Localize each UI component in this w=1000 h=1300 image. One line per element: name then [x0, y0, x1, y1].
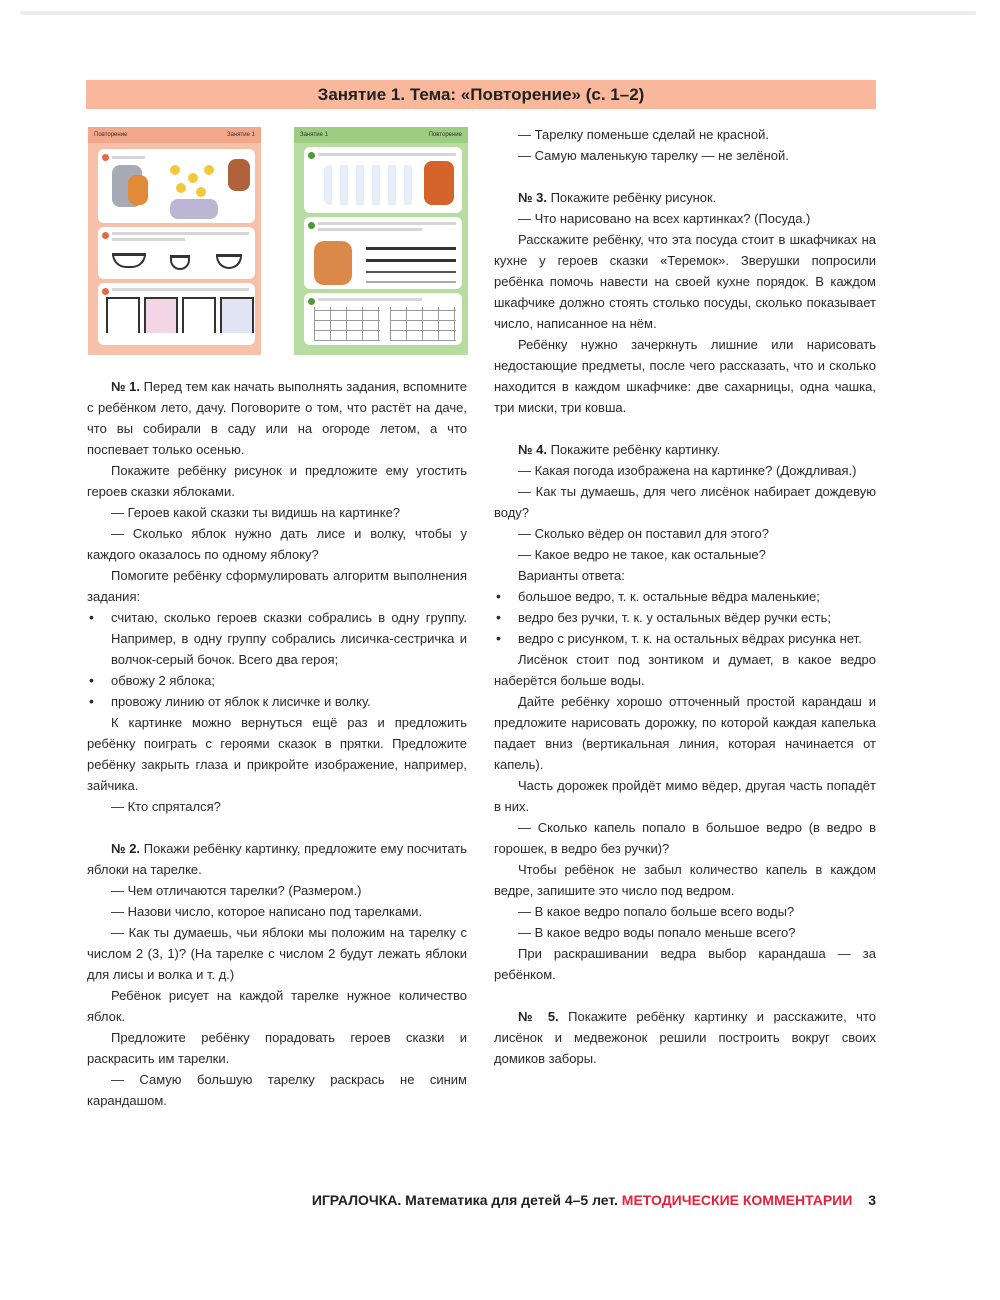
fox-illustration	[128, 175, 148, 205]
paragraph: Лисёнок стоит под зонтиком и думает, в какое ведро наберётся больше воды.	[494, 652, 876, 688]
workbook-page-thumbnail-2	[294, 127, 468, 355]
fence-line	[366, 247, 456, 250]
task-1-intro	[87, 376, 467, 460]
text-placeholder	[318, 153, 456, 156]
text-placeholder	[112, 288, 249, 291]
question: — Как ты думаешь, чьи яблоки мы положим на тарелку с числом 2 (3, 1)? (На тарелке с числом 2 будут лежать яблоки для лисы и волка и т. д.)	[87, 925, 467, 982]
rain-buckets-illustration	[324, 165, 414, 205]
exercise-number-icon	[102, 232, 109, 239]
paragraph: Варианты ответа:	[518, 568, 625, 583]
text-placeholder	[318, 222, 456, 225]
animals-group-illustration	[170, 199, 218, 219]
cupboard-icon	[182, 297, 216, 333]
page-footer	[86, 1192, 876, 1208]
task-1-number: № 1.	[111, 379, 140, 394]
task-5-number: № 5.	[518, 1009, 559, 1024]
plate-small-icon	[170, 255, 190, 270]
top-divider	[20, 11, 976, 15]
left-text-column	[87, 376, 467, 1111]
fence-line	[366, 271, 456, 273]
list-item: • провожу линию от яблок к лисичке и волку.	[87, 691, 467, 712]
task-3-intro	[494, 187, 876, 208]
paragraph: Предложите ребёнку порадовать героев сказки и раскрасить им тарелки.	[87, 1030, 467, 1066]
question: — Как ты думаешь, для чего лисёнок набирает дождевую воду?	[494, 484, 876, 520]
footer-section-title: МЕТОДИЧЕСКИЕ КОММЕНТАРИИ	[621, 1192, 853, 1208]
thumbnail-header-left: Повторение	[94, 132, 128, 138]
question: — Кто спрятался?	[111, 799, 221, 814]
question: — В какое ведро воды попало меньше всего?	[518, 925, 796, 940]
paragraph-text: Покажите ребёнку рисунок.	[550, 190, 717, 205]
exercise-number-icon	[102, 154, 109, 161]
question: — Тарелку поменьше сделай не красной.	[518, 127, 769, 142]
paragraph: Расскажите ребёнку, что эта посуда стоит в шкафчиках на кухне у героев сказки «Теремок». Зверушки попросили ребёнка помочь навести на своей кухне порядок. В каждом шкафчике должно стоять столько посуды, сколько показывает число, написанное на нём.	[494, 232, 876, 331]
exercise-box-3	[98, 283, 255, 345]
text-placeholder	[318, 228, 422, 231]
question: — Самую большую тарелку раскрась не синим карандашом.	[87, 1072, 467, 1108]
thumbnail-header-left: Занятие 1	[300, 132, 328, 138]
paragraph-text: Покажите ребёнку картинку.	[550, 442, 721, 457]
cupboard-icon	[220, 297, 254, 333]
paragraph: Часть дорожек пройдёт мимо вёдер, другая часть попадёт в них.	[494, 778, 876, 814]
cupboard-icon	[144, 297, 178, 333]
exercise-number-icon	[308, 222, 315, 229]
fence-line	[366, 259, 456, 262]
paragraph: При раскрашивании ведра выбор карандаша — за ребёнком.	[494, 946, 876, 982]
paragraph: Дайте ребёнку хорошо отточенный простой карандаш и предложите нарисовать дорожку, по которой каждая капелька падает вниз (вертикальная линия, которая начинается от капель).	[494, 694, 876, 772]
right-text-column	[494, 124, 876, 1069]
task-2-number: № 2.	[111, 841, 141, 856]
list-item: • ведро без ручки, т. к. у остальных вёдер ручки есть;	[494, 607, 876, 628]
thumbnail-header	[294, 127, 468, 143]
question: — Героев какой сказки ты видишь на картинке?	[111, 505, 401, 520]
text-placeholder	[112, 156, 145, 159]
page-number: 3	[868, 1192, 876, 1208]
list-item: • большое ведро, т. к. остальные вёдра маленькие;	[494, 586, 876, 607]
fox-bear-illustration	[314, 241, 352, 285]
paragraph-text: Перед тем как начать выполнять задания, вспомните с ребёнком лето, дачу. Поговорите о том, что растёт на даче, что вы собирали в саду или на огороде летом, а что поспевает только осенью.	[87, 379, 467, 457]
question: — Чем отличаются тарелки? (Размером.)	[111, 883, 362, 898]
plate-large-icon	[112, 253, 146, 268]
exercise-box-5	[304, 217, 462, 289]
exercise-box-6	[304, 293, 462, 345]
exercise-box-1	[98, 149, 255, 223]
apple-icon	[204, 165, 214, 175]
task-5-intro	[494, 1006, 876, 1069]
task-3-number: № 3.	[518, 190, 547, 205]
question: — Какое ведро не такое, как остальные?	[518, 547, 766, 562]
apple-icon	[196, 187, 206, 197]
question: — Какая погода изображена на картинке? (Дождливая.)	[518, 463, 857, 478]
question: — Сколько яблок нужно дать лисе и волку, чтобы у каждого оказалось по одному яблоку?	[87, 526, 467, 562]
apple-icon	[176, 183, 186, 193]
bear-illustration	[228, 159, 250, 191]
question: — Сколько капель попало в большое ведро (в ведро в горошек, в ведро без ручки)?	[494, 820, 876, 856]
paragraph: Ребёнок рисует на каждой тарелке нужное количество яблок.	[87, 988, 467, 1024]
fence-line	[366, 281, 456, 283]
paragraph: К картинке можно вернуться ещё раз и предложить ребёнку поиграть с героями сказок в прятки. Предложите ребёнку закрыть глаза и прикройте изображение, например, зайчика.	[87, 715, 467, 793]
paragraph: Покажите ребёнку рисунок и предложите ему угостить героев сказки яблоками.	[87, 463, 467, 499]
thumbnail-header-right: Повторение	[428, 132, 462, 138]
task-4-number: № 4.	[518, 442, 547, 457]
task-4-intro	[494, 439, 876, 460]
paragraph: Ребёнку нужно зачеркнуть лишние или нарисовать недостающие предметы, после чего рассказать, что и сколько находится в каждом шкафчике: две сахарницы, одна чашка, три миски, три ковша.	[494, 337, 876, 415]
list-item: • ведро с рисунком, т. к. на остальных вёдрах рисунка нет.	[494, 628, 876, 649]
exercise-box-4	[304, 147, 462, 213]
exercise-number-icon	[308, 152, 315, 159]
paragraph-text: Покажи ребёнку картинку, предложите ему посчитать яблоки на тарелке.	[87, 841, 467, 877]
text-placeholder	[318, 298, 422, 301]
plate-medium-icon	[216, 254, 242, 269]
workbook-page-thumbnail-1	[88, 127, 261, 355]
apple-icon	[188, 173, 198, 183]
list-item: • считаю, сколько героев сказки собрались в одну группу. Например, в одну группу собрались лисичка-сестричка и волчок-серый бочок. Всего два героя;	[87, 607, 467, 670]
list-item: • обвожу 2 яблока;	[87, 670, 467, 691]
thumbnail-header	[88, 127, 261, 143]
apple-icon	[170, 165, 180, 175]
grid-illustration	[390, 307, 456, 341]
footer-book-title: ИГРАЛОЧКА. Математика для детей 4–5 лет.	[311, 1192, 618, 1208]
exercise-number-icon	[308, 298, 315, 305]
lesson-title: Занятие 1. Тема: «Повторение» (с. 1–2)	[317, 84, 645, 104]
lesson-title-bar	[86, 80, 876, 109]
fox-umbrella-illustration	[424, 161, 454, 205]
exercise-box-2	[98, 227, 255, 279]
paragraph-text: Покажите ребёнку картинку и расскажите, что лисёнок и медвежонок решили построить вокруг своих домиков заборы.	[494, 1009, 876, 1066]
exercise-number-icon	[102, 288, 109, 295]
question: — Что нарисовано на всех картинках? (Посуда.)	[518, 211, 811, 226]
paragraph: Чтобы ребёнок не забыл количество капель в каждом ведре, запишите это число под ведром.	[494, 862, 876, 898]
question: — В какое ведро попало больше всего воды?	[518, 904, 795, 919]
grid-illustration	[314, 307, 380, 341]
text-placeholder	[112, 238, 185, 241]
task-2-intro	[87, 838, 467, 880]
question: — Самую маленькую тарелку — не зелёной.	[518, 148, 789, 163]
paragraph: Помогите ребёнку сформулировать алгоритм выполнения задания:	[87, 568, 467, 604]
thumbnail-header-right: Занятие 1	[227, 132, 255, 138]
text-placeholder	[112, 232, 249, 235]
cupboard-icon	[106, 297, 140, 333]
question: — Сколько вёдер он поставил для этого?	[518, 526, 769, 541]
question: — Назови число, которое написано под тарелками.	[111, 904, 423, 919]
